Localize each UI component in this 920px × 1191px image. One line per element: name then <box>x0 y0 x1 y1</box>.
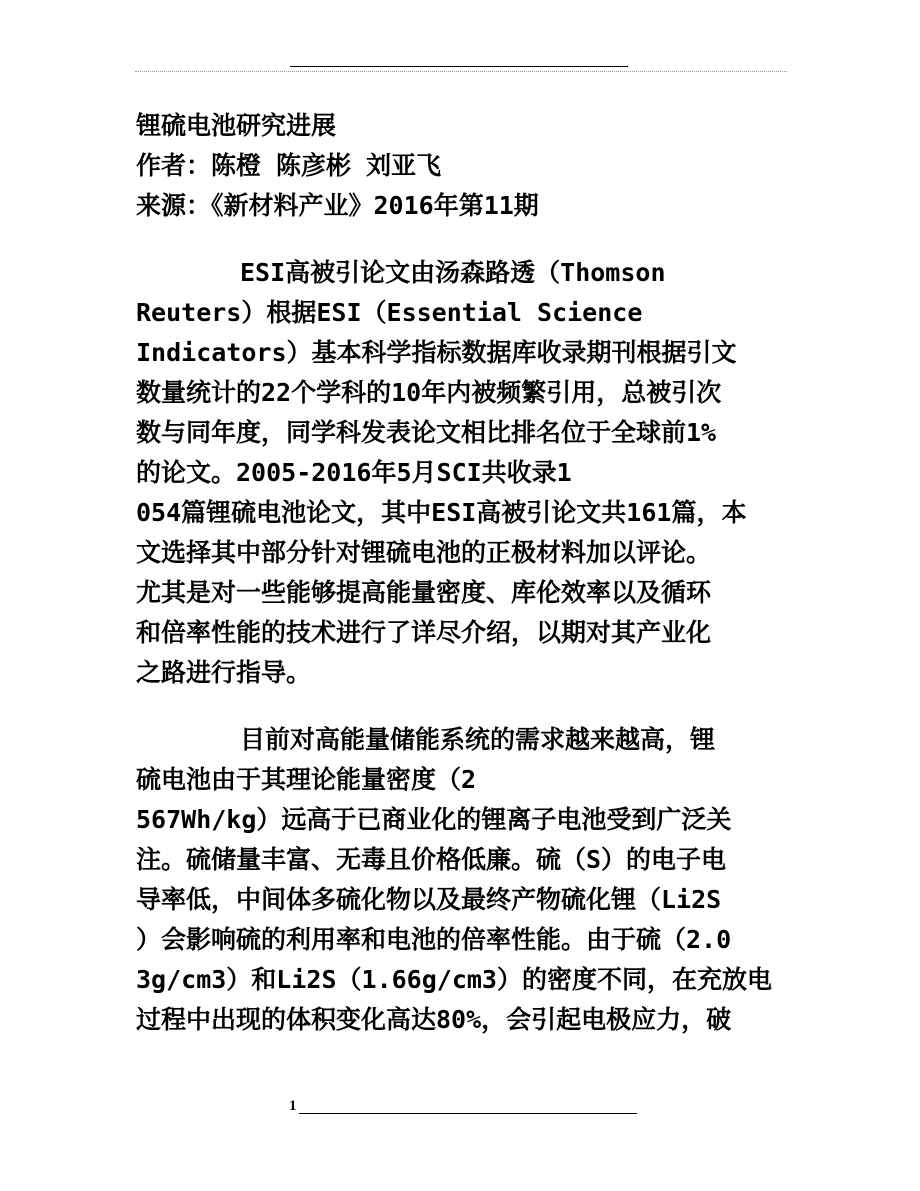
header-rule <box>290 66 628 67</box>
paragraph-line: 054篇锂硫电池论文，其中ESI高被引论文共161篇，本 <box>136 498 747 527</box>
paragraph-energy <box>136 720 776 1040</box>
paragraph-line: 文选择其中部分针对锂硫电池的正极材料加以评论。 <box>136 538 712 567</box>
paragraph-line: 导率低，中间体多硫化物以及最终产物硫化锂（Li2S <box>136 885 722 914</box>
paragraph-line: 之路进行指导。 <box>136 658 312 687</box>
document-meta <box>136 106 776 226</box>
document-source: 来源：《新材料产业》2016年第11期 <box>136 191 539 220</box>
paragraph-line: 567Wh/kg）远高于已商业化的锂离子电池受到广泛关 <box>136 805 732 834</box>
paragraph-line: 和倍率性能的技术进行了详尽介绍，以期对其产业化 <box>136 618 712 647</box>
paragraph-line: 数量统计的22个学科的10年内被频繁引用，总被引次 <box>136 378 722 407</box>
paragraph-line: ESI高被引论文由汤森路透（Thomson <box>240 258 666 287</box>
footer-rule <box>299 1099 637 1114</box>
paragraph-line: 尤其是对一些能够提高能量密度、库伦效率以及循环 <box>136 578 712 607</box>
paragraph-line: 硫电池由于其理论能量密度（2 <box>136 765 477 794</box>
document-title: 锂硫电池研究进展 <box>136 111 337 140</box>
paragraph-line: 数与同年度，同学科发表论文相比排名位于全球前1% <box>136 418 717 447</box>
paragraph-esi <box>136 253 776 693</box>
page-number: 1 <box>289 1098 297 1114</box>
page-footer <box>289 1092 637 1114</box>
paragraph-line: Reuters）根据ESI（Essential Science <box>136 298 643 327</box>
paragraph-line: 3g/cm3）和Li2S（1.66g/cm3）的密度不同，在充放电 <box>136 965 772 994</box>
paragraph-line: ）会影响硫的利用率和电池的倍率性能。由于硫（2.0 <box>136 925 732 954</box>
paragraph-line: 的论文。2005-2016年5月SCI共收录1 <box>136 458 572 487</box>
document-authors: 作者：陈橙 陈彦彬 刘亚飞 <box>136 151 442 180</box>
paragraph-line: Indicators）基本科学指标数据库收录期刊根据引文 <box>136 338 737 367</box>
paragraph-line: 过程中出现的体积变化高达80%，会引起电极应力，破 <box>136 1005 732 1034</box>
paragraph-line: 目前对高能量储能系统的需求越来越高，锂 <box>240 725 716 754</box>
document-body <box>136 106 776 1040</box>
header-dotted-rule <box>135 71 787 72</box>
paragraph-line: 注。硫储量丰富、无毒且价格低廉。硫（S）的电子电 <box>136 845 727 874</box>
